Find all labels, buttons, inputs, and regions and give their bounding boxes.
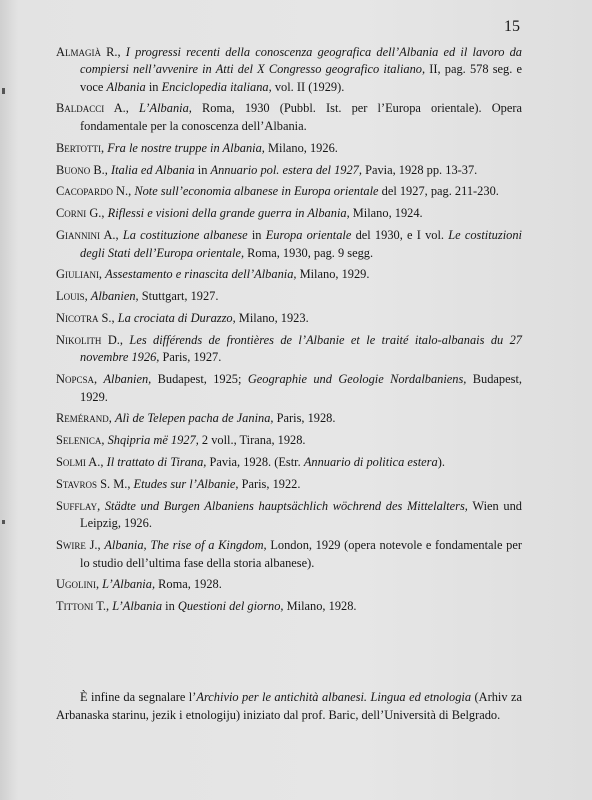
text-segment: in [162, 599, 178, 614]
italic-text: Europa orientale [265, 228, 352, 243]
italic-text: La costituzione albanese [122, 228, 248, 243]
entry-author: Nikolith D., [56, 333, 123, 348]
text-segment: Milano, 1923. [235, 311, 309, 326]
closing-paragraph [56, 689, 522, 724]
italic-text: Shqipria më 1927, [107, 433, 199, 448]
text-segment: Budapest, 1929. [80, 372, 522, 404]
italic-text: L’Albania, [102, 577, 156, 592]
text-segment: Milano, 1929. [296, 267, 370, 282]
text-segment: Milano, 1928. [283, 599, 357, 614]
bibliography-entry [56, 371, 522, 406]
text-segment: È infine da segnalare l’ [80, 690, 197, 705]
italic-text: Etudes sur l’Albanie, [133, 477, 239, 492]
italic-text: Albanien, [103, 372, 152, 387]
text-segment: London, 1929 (opera notevole e fondamentale per lo studio dell’ultima fase della storia albanese). [80, 538, 522, 570]
entry-author: Giannini A., [56, 228, 119, 243]
entry-author: Tittoni T., [56, 599, 110, 614]
text-segment: Milano, 1924. [349, 206, 423, 221]
italic-text: I progressi recenti della conoscenza geografica dell’Albania ed il lavoro da compiersi nell’avvenire in Atti del X Congresso geografico italiano, [80, 45, 522, 77]
italic-text: Il trattato di Tirana, [106, 455, 207, 470]
bibliography-entry [56, 476, 522, 493]
text-segment: in [194, 162, 211, 177]
text-segment: Paris, 1928. [273, 411, 336, 426]
italic-text: Albanien, [90, 289, 139, 304]
text-segment: Stuttgart, 1927. [138, 289, 219, 304]
bibliography-entry [56, 576, 522, 593]
bibliography-entry [56, 454, 522, 471]
bibliography-entry [56, 266, 522, 283]
bibliography-entry [56, 498, 522, 533]
bibliography-entry [56, 537, 522, 572]
entry-author: Bertotti, [56, 140, 105, 155]
italic-text: Albania, The rise of a Kingdom, [104, 538, 267, 553]
text-segment: Roma, 1930, pag. 9 segg. [244, 245, 374, 260]
italic-text: Enciclopedia italiana, [161, 79, 272, 94]
entry-author: Nicotra S., [56, 311, 115, 326]
text-segment: ). [437, 455, 445, 470]
italic-text: Assestamento e rinascita dell’Albania, [105, 267, 297, 282]
italic-text: Alì de Telepen pacha de Janina, [114, 411, 274, 426]
text-segment: Paris, 1927. [159, 350, 222, 365]
italic-text: L’Albania, [138, 101, 192, 116]
entry-author: Corni G., [56, 206, 105, 221]
italic-text: Questioni del giorno, [177, 599, 284, 614]
text-segment: in [247, 228, 266, 243]
italic-text: Annuario di politica estera [303, 455, 438, 470]
bibliography-entry [56, 288, 522, 305]
italic-text: Albania [106, 79, 146, 94]
bibliography-entry [56, 310, 522, 327]
italic-text: Note sull’economia albanese in Europa orientale [134, 184, 379, 199]
bibliography-entry [56, 44, 522, 96]
bibliography-list [56, 44, 522, 620]
italic-text: Annuario pol. estera del 1927, [210, 162, 362, 177]
entry-author: Ugolini, [56, 577, 100, 592]
text-segment [129, 101, 139, 115]
text-segment: del 1930, e I vol. [351, 228, 449, 243]
bibliography-entry [56, 162, 522, 179]
entry-author: Selenica, [56, 433, 105, 448]
entry-author: Almagià R., [56, 45, 121, 59]
bibliography-entry [56, 598, 522, 615]
text-segment: Wien und Leipzig, 1926. [80, 499, 522, 531]
text-segment: Roma, 1930 (Pubbl. Ist. per l’Europa orientale). Opera fondamentale per la conoscenza dell’Albania. [80, 101, 522, 133]
text-segment: II, pag. 578 seg. e voce [80, 62, 522, 94]
italic-text: Städte und Burgen Albaniens hauptsächlich wöchrend des Mittelalters, [104, 499, 468, 514]
text-segment: vol. II (1929). [271, 79, 345, 94]
bibliography-entry [56, 140, 522, 157]
entry-author: Buono B., [56, 162, 108, 177]
bibliography-entry [56, 205, 522, 222]
entry-author: Giuliani, [56, 267, 103, 282]
italic-text: Riflessi e visioni della grande guerra in Albania, [107, 206, 350, 221]
bibliography-entry [56, 332, 522, 367]
page-number: 15 [504, 18, 520, 35]
entry-author: Nopcsa, [56, 372, 98, 387]
text-segment: Paris, 1922. [238, 477, 301, 492]
entry-author: Sufflay, [56, 499, 101, 514]
italic-text: Le costituzioni degli Stati dell’Europa orientale, [80, 228, 522, 260]
italic-text: Fra le nostre truppe in Albania, [107, 140, 265, 155]
bibliography-entry [56, 227, 522, 262]
bibliography-entry [56, 410, 522, 427]
text-segment: Pavia, 1928 pp. 13-37. [361, 162, 478, 177]
scan-edge-mark [2, 520, 5, 524]
text-segment: Milano, 1926. [264, 140, 338, 155]
bibliography-entry [56, 100, 522, 135]
entry-author: Remérand, [56, 411, 112, 426]
entry-author: Swire J., [56, 538, 101, 553]
bibliography-entry [56, 183, 522, 200]
text-segment: in [145, 79, 162, 94]
text-segment: (Arhiv za Arbanaska starinu, jezik i etnologiju) iniziato dal prof. Baric, dell’Università di Belgrado. [56, 690, 522, 722]
text-segment: Roma, 1928. [155, 577, 222, 592]
text-segment: del 1927, pag. 211-230. [378, 184, 499, 199]
entry-author: Baldacci A., [56, 101, 129, 116]
italic-text: Les différends de frontières de l’Albanie et le traité italo-albanais du 27 novembre 1926, [80, 333, 523, 365]
entry-author: Louis, [56, 289, 88, 304]
italic-text: Geographie und Geologie Nordalbaniens, [247, 372, 467, 387]
text-segment: Pavia, 1928. (Estr. [206, 455, 304, 470]
italic-text: L’Albania [112, 599, 163, 614]
entry-author: Solmi A., [56, 455, 104, 470]
scan-edge-mark [2, 88, 5, 94]
text-segment: Budapest, 1925; [151, 372, 248, 387]
bibliography-entry [56, 432, 522, 449]
entry-author: Stavros S. M., [56, 477, 131, 492]
entry-author: Cacopardo N., [56, 184, 132, 199]
italic-text: Archivio per le antichità albanesi. Lingua ed etnologia [196, 690, 472, 705]
italic-text: La crociata di Durazzo, [117, 311, 236, 326]
italic-text: Italia ed Albania [110, 162, 195, 177]
text-segment: 2 voll., Tirana, 1928. [198, 433, 306, 448]
